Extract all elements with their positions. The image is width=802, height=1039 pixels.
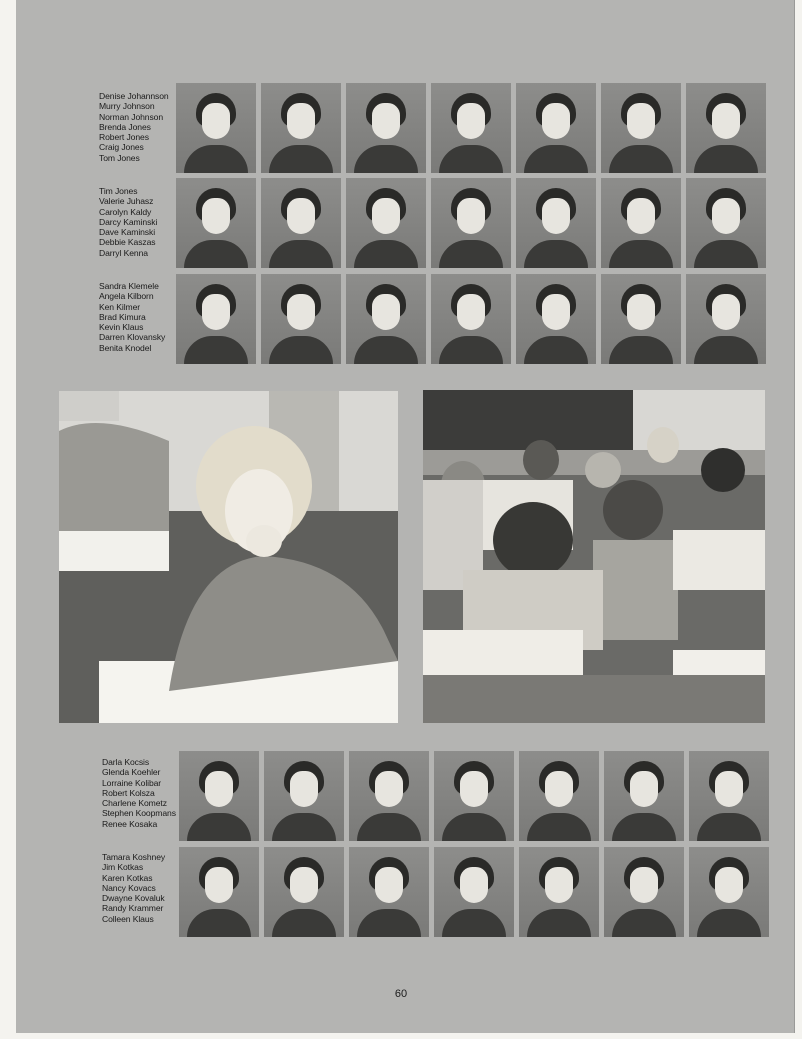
student-name: Tom Jones <box>99 152 140 163</box>
student-name: Charlene Kometz <box>102 798 167 809</box>
student-name: Darryl Kenna <box>99 247 148 258</box>
student-portrait <box>431 274 511 364</box>
student-name: Dwayne Kovaluk <box>102 893 165 904</box>
student-name: Dave Kaminski <box>99 227 156 238</box>
student-name: Murry Johnson <box>99 101 155 112</box>
student-portrait <box>434 847 514 937</box>
student-name: Lorraine Kolibar <box>102 777 162 788</box>
student-portrait <box>261 83 341 173</box>
student-name: Darla Kocsis <box>102 757 150 767</box>
student-portrait <box>176 274 256 364</box>
name-list-4 <box>102 757 180 829</box>
student-name: Randy Krammer <box>102 903 164 914</box>
student-portrait <box>176 178 256 268</box>
portrait-row-3 <box>176 274 766 364</box>
page-number: 60 <box>394 988 408 1000</box>
student-portrait <box>434 751 514 841</box>
student-portrait <box>686 83 766 173</box>
student-name: Nancy Kovacs <box>102 882 156 893</box>
student-name: Robert Kolsza <box>102 787 155 798</box>
student-name: Brenda Jones <box>99 121 151 132</box>
portrait-row-2 <box>176 178 766 268</box>
name-list-3 <box>99 281 177 353</box>
student-name: Renee Kosaka <box>102 818 158 829</box>
student-name: Robert Jones <box>99 132 149 143</box>
student-name: Norman Johnson <box>99 111 164 122</box>
student-name: Karen Kotkas <box>102 872 153 883</box>
student-portrait <box>601 178 681 268</box>
student-portrait <box>261 274 341 364</box>
student-portrait <box>519 847 599 937</box>
student-portrait <box>346 274 426 364</box>
student-name: Valerie Juhasz <box>99 196 154 207</box>
name-list-1 <box>99 91 177 163</box>
student-name: Kevin Klaus <box>99 322 144 333</box>
student-name: Benita Knodel <box>99 342 152 353</box>
student-name: Debbie Kaszas <box>99 237 156 248</box>
student-portrait <box>261 178 341 268</box>
student-portrait <box>519 751 599 841</box>
student-name: Carolyn Kaldy <box>99 206 152 217</box>
portrait-row-4 <box>179 751 769 841</box>
student-portrait <box>176 83 256 173</box>
student-name: Denise Johannson <box>99 91 169 101</box>
student-portrait <box>431 178 511 268</box>
student-portrait <box>604 847 684 937</box>
student-portrait <box>601 274 681 364</box>
student-portrait <box>179 751 259 841</box>
classroom-group-photo <box>423 390 765 723</box>
student-portrait <box>264 847 344 937</box>
portrait-row-5 <box>179 847 769 937</box>
student-name: Craig Jones <box>99 142 144 153</box>
student-name: Glenda Koehler <box>102 767 161 778</box>
student-name: Angela Kilborn <box>99 291 154 302</box>
student-portrait <box>179 847 259 937</box>
student-portrait <box>686 274 766 364</box>
student-name: Darren Klovansky <box>99 332 166 343</box>
student-name: Tamara Koshney <box>102 852 166 862</box>
student-portrait <box>604 751 684 841</box>
student-portrait <box>516 274 596 364</box>
student-name: Tim Jones <box>99 186 138 196</box>
student-portrait <box>689 847 769 937</box>
student-name: Jim Kotkas <box>102 862 144 873</box>
classroom-girl-illustration <box>59 391 398 723</box>
name-list-2 <box>99 186 177 258</box>
student-name: Brad Kimura <box>99 311 146 322</box>
student-portrait <box>601 83 681 173</box>
classroom-group-illustration <box>423 390 765 723</box>
name-list-5 <box>102 852 180 924</box>
student-portrait <box>431 83 511 173</box>
student-portrait <box>346 83 426 173</box>
student-portrait <box>686 178 766 268</box>
student-portrait <box>349 751 429 841</box>
student-name: Sandra Klemele <box>99 281 159 291</box>
student-name: Colleen Klaus <box>102 913 154 924</box>
portrait-row-1 <box>176 83 766 173</box>
student-portrait <box>689 751 769 841</box>
student-portrait <box>346 178 426 268</box>
student-portrait <box>349 847 429 937</box>
student-portrait <box>264 751 344 841</box>
student-portrait <box>516 178 596 268</box>
classroom-girl-photo <box>59 391 398 723</box>
student-name: Ken Kilmer <box>99 301 141 312</box>
student-portrait <box>516 83 596 173</box>
student-name: Darcy Kaminski <box>99 216 158 227</box>
student-name: Stephen Koopmans <box>102 808 176 819</box>
